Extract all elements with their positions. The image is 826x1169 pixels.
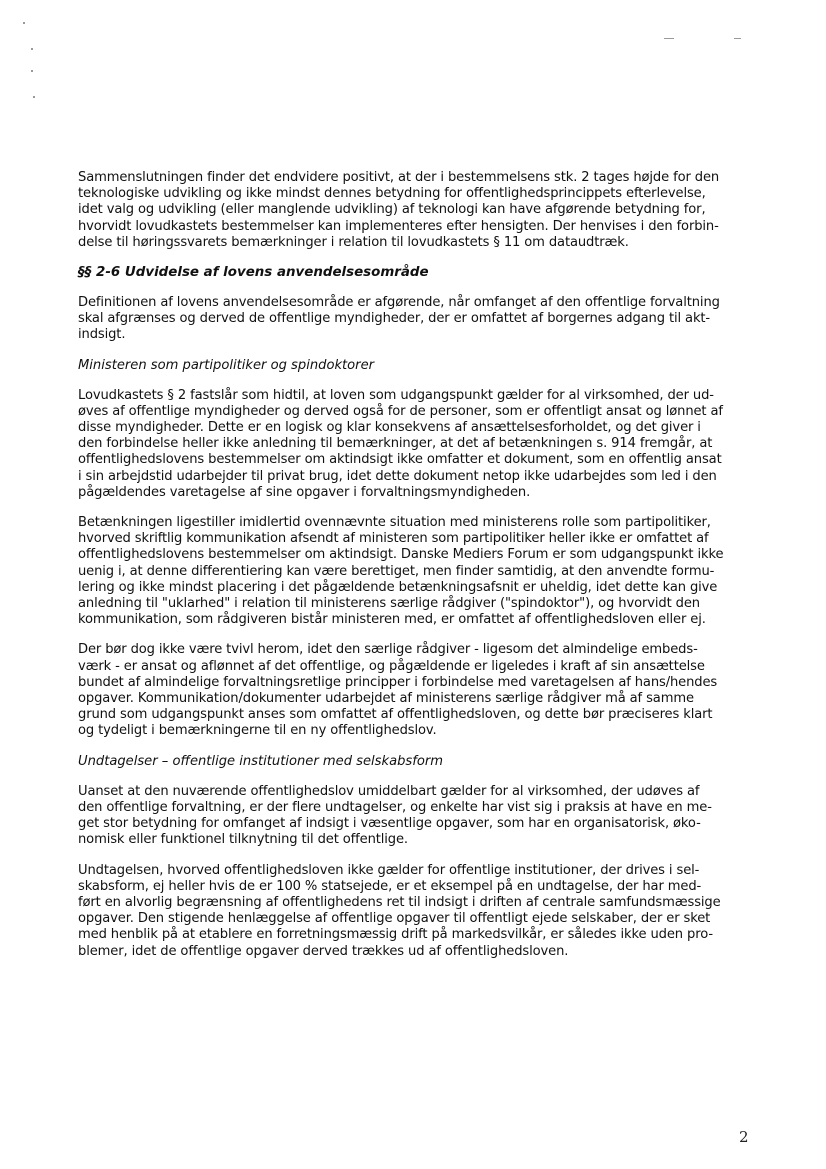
text-line: Der bør dog ikke være tvivl herom, idet den særlige rådgiver - ligesom det almindelige embeds- — [78, 642, 698, 658]
text-line: Definitionen af lovens anvendelsesområde er afgørende, når omfanget af den offentlige forvaltning — [78, 295, 720, 311]
scan-speck — [33, 96, 35, 98]
scan-speck — [31, 70, 33, 72]
subsection-heading: Ministeren som partipolitiker og spindoktorer — [78, 357, 375, 373]
paragraph — [78, 388, 758, 501]
text-line: hvorved skriftlig kommunikation afsendt af ministeren som partipolitiker heller ikke er omfattet af — [78, 531, 709, 547]
text-line: skabsform, ej heller hvis de er 100 % statsejede, er et eksempel på en undtagelse, der har med- — [78, 878, 702, 894]
document-body — [78, 170, 758, 960]
text-line: get stor betydning for omfanget af indsigt i væsentlige opgaver, som har en organisatorisk, øko- — [78, 816, 701, 832]
text-line: Undtagelsen, hvorved offentlighedsloven ikke gælder for offentlige institutioner, der drives i sel- — [78, 862, 700, 878]
paragraph — [78, 642, 758, 739]
text-line: indsigt. — [78, 327, 126, 343]
text-line: offentlighedslovens bestemmelser om aktindsigt. Danske Mediers Forum er som udgangspunkt ikke — [78, 547, 724, 563]
text-line: idet valg og udvikling (eller manglende udvikling) af teknologi kan have afgørende betydning for, — [78, 202, 706, 218]
text-line: disse myndigheder. Dette er en logisk og klar konsekvens af ansættelsesforholdet, og det giver i — [78, 420, 701, 436]
text-line: værk - er ansat og aflønnet af det offentlige, og pågældende er ligeledes i kraft af sin ansættelse — [78, 658, 705, 674]
text-line: Lovudkastets § 2 fastslår som hidtil, at loven som udgangspunkt gælder for al virksomhed, der ud- — [78, 387, 714, 403]
text-line: skal afgrænses og derved de offentlige myndigheder, der er omfattet af borgernes adgang til akt- — [78, 311, 711, 327]
scan-speck — [664, 38, 674, 39]
text-line: bundet af almindelige forvaltningsretlige principper i forbindelse med varetagelsen af hans/hendes — [78, 674, 718, 690]
text-line: med henblik på at etablere en forretningsmæssig drift på markedsvilkår, er således ikke uden pro- — [78, 927, 713, 943]
text-line: og tydeligt i bemærkningerne til en ny offentlighedslov. — [78, 723, 437, 739]
text-line: offentlighedslovens bestemmelser om aktindsigt ikke omfatter et dokument, som en offentlig ansat — [78, 452, 722, 468]
text-line: Uanset at den nuværende offentlighedslov umiddelbart gælder for al virksomhed, der udøves af — [78, 783, 700, 799]
text-line: grund som udgangspunkt anses som omfattet af offentlighedsloven, og dette bør præciseres klart — [78, 707, 713, 723]
scan-speck — [23, 22, 25, 24]
subsection-heading: Undtagelser – offentlige institutioner med selskabsform — [78, 753, 444, 769]
text-line: kommunikation, som rådgiveren bistår ministeren med, er omfattet af offentlighedsloven eller ej. — [78, 612, 706, 628]
paragraph — [78, 295, 758, 344]
paragraph — [78, 170, 758, 251]
scan-speck — [31, 48, 33, 50]
page-number: 2 — [739, 1128, 749, 1146]
text-line: den offentlige forvaltning, er der flere undtagelser, og enkelte har vist sig i praksis at have en me- — [78, 799, 712, 815]
section-heading: §§ 2-6 Udvidelse af lovens anvendelsesområde — [78, 265, 429, 281]
text-line: lering og ikke mindst placering i det pågældende betænkningsafsnit er uheldig, idet dette kan give — [78, 579, 718, 595]
text-line: i sin arbejdstid udarbejder til privat brug, idet dette dokument netop ikke udarbejdes som led i den — [78, 468, 717, 484]
text-line: anledning til "uklarhed" i relation til ministerens særlige rådgiver ("spindoktor"), og hvorvidt den — [78, 596, 700, 612]
paragraph — [78, 515, 758, 628]
text-line: ført en alvorlig begrænsning af offentlighedens ret til indsigt i driften af centrale samfundsmæssige — [78, 894, 721, 910]
scan-speck — [734, 38, 741, 39]
text-line: delse til høringssvarets bemærkninger i relation til lovudkastets § 11 om dataudtræk. — [78, 234, 629, 250]
text-line: pågældendes varetagelse af sine opgaver i forvaltningsmyndigheden. — [78, 484, 531, 500]
text-line: den forbindelse heller ikke anledning til bemærkninger, at det af betænkningen s. 914 fremgår, at — [78, 436, 713, 452]
text-line: nomisk eller funktionel tilknytning til det offentlige. — [78, 832, 408, 848]
text-line: øves af offentlige myndigheder og derved også for de personer, som er offentligt ansat og lønnet af — [78, 403, 723, 419]
paragraph — [78, 863, 758, 960]
text-line: teknologiske udvikling og ikke mindst dennes betydning for offentlighedsprincippets efterlevelse, — [78, 186, 706, 202]
text-line: hvorvidt lovudkastets bestemmelser kan implementeres efter hensigten. Der henvises i den forbin- — [78, 218, 719, 234]
text-line: opgaver. Den stigende henlæggelse af offentlige opgaver til offentligt ejede selskaber, der er sket — [78, 911, 711, 927]
text-line: blemer, idet de offentlige opgaver derved trækkes ud af offentlighedsloven. — [78, 943, 569, 959]
text-line: Betænkningen ligestiller imidlertid ovennævnte situation med ministerens rolle som partipolitiker, — [78, 515, 711, 531]
text-line: Sammenslutningen finder det endvidere positivt, at der i bestemmelsens stk. 2 tages højde for den — [78, 170, 720, 185]
text-line: opgaver. Kommunikation/dokumenter udarbejdet af ministerens særlige rådgiver må af samme — [78, 691, 694, 707]
text-line: uenig i, at denne differentiering kan være berettiget, men finder samtidig, at den anvendte formu- — [78, 563, 715, 579]
paragraph — [78, 784, 758, 849]
